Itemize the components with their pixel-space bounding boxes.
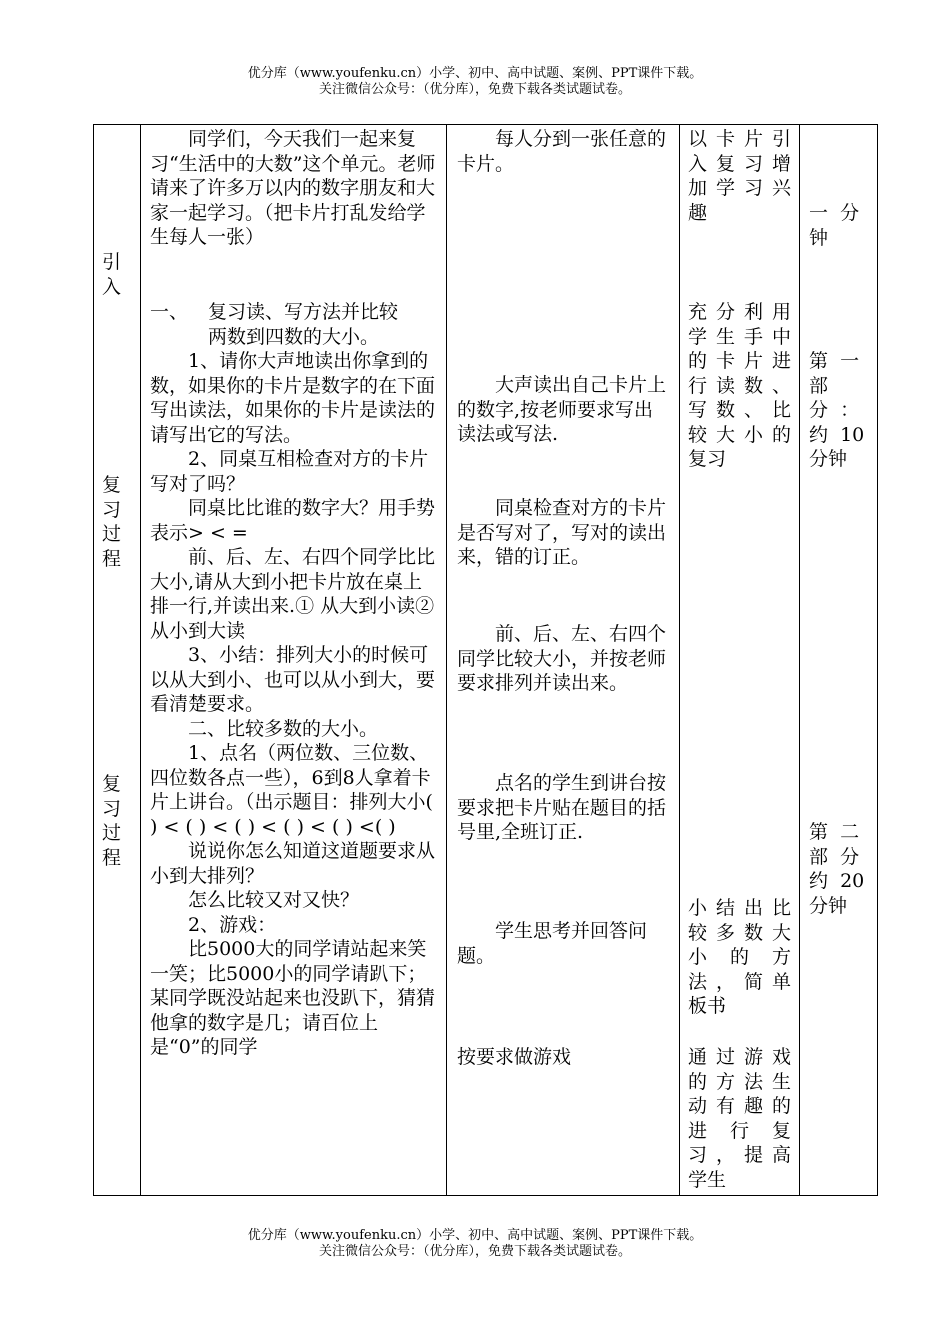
page-footer (0, 1228, 950, 1260)
stage-intro: 引 入 (102, 251, 122, 298)
footer-line-1: 优分库（www.youfenku.cn）小学、初中、高中试题、案例、PPT课件下载。 (247, 1228, 703, 1243)
lesson-plan-table (93, 124, 878, 1196)
stage-review-2: 复 习 过 程 (102, 773, 122, 869)
time-2: 第 一 部 分 ： 约 10 分钟 (809, 350, 865, 470)
teacher-game-rules: 比5000大的同学请站起来笑一笑；比5000小的同学请趴下；某同学既没站起来也没趴下，猜猜他拿的数字是几；请百位上是“0”的同学 (150, 938, 436, 1058)
teacher-summary: 3、小结：排列大小的时候可以从大到小、也可以从小到大，要看清楚要求。 (150, 644, 436, 715)
teacher-question-2: 怎么比较又对又快？ (188, 889, 360, 911)
header-line-2: 关注微信公众号：（优分库），免费下载各类试题试卷。 (318, 82, 631, 97)
student-activity-6: 学生思考并回答问题。 (457, 920, 648, 967)
teacher-activity-column (141, 125, 447, 1196)
footer-line-2: 关注微信公众号：（优分库），免费下载各类试题试卷。 (318, 1244, 631, 1259)
intent-1: 以卡片引 入复习增 加学习兴 趣 (688, 128, 791, 224)
student-activity-7: 按要求做游戏 (457, 1046, 572, 1068)
teacher-step-2: 2、同桌互相检查对方的卡片写对了吗？ (150, 448, 429, 495)
student-activity-3: 同桌检查对方的卡片是否写对了，写对的读出来，错的订正。 (457, 497, 667, 568)
header-line-1: 优分库（www.youfenku.cn）小学、初中、高中试题、案例、PPT课件下载。 (247, 66, 703, 81)
part1-heading: 一、 复习读、写方法并比较 两数到四数的大小。 (150, 301, 399, 348)
student-activity-column (447, 125, 680, 1196)
teacher-step-1: 1、请你大声地读出你拿到的数，如果你的卡片是数字的在下面写出读法，如果你的卡片是读法的请写出它的写法。 (150, 350, 436, 446)
stage-review-1: 复 习 过 程 (102, 474, 122, 570)
time-column (800, 125, 878, 1196)
page-header (0, 66, 950, 98)
time-1: 一 分 钟 (809, 202, 860, 249)
student-activity-2: 大声读出自己卡片上的数字,按老师要求写出读法或写法. (457, 374, 667, 445)
stage-column (94, 125, 141, 1196)
teacher-game-heading: 2、游戏： (188, 913, 277, 936)
intent-4: 通过游戏 的方法生 动有趣的 进 行 复 习，提高 学生 (688, 1046, 791, 1191)
student-activity-4: 前、后、左、右四个同学比较大小，并按老师要求排列并读出来。 (457, 623, 667, 694)
intent-3: 小结出比 较多数大 小 的 方 法，简单 板书 (688, 897, 791, 1017)
intent-2: 充分利用 学生手中 的卡片进 行读数、 写数、比 较大小的 复习 (688, 301, 791, 470)
time-3: 第 二 部 分 约 20 分钟 (809, 821, 865, 917)
student-activity-1: 每人分到一张任意的卡片。 (457, 128, 667, 175)
teacher-compare: 同桌比比谁的数字大？用手势表示> < = (150, 497, 436, 544)
teacher-question-1: 说说你怎么知道这道题要求从小到大排列？ (150, 840, 436, 887)
design-intent-column (680, 125, 800, 1196)
teacher-group-compare: 前、后、左、右四个同学比比大小,请从大到小把卡片放在桌上排一行,并读出来.① 从大到小读②从小到大读 (150, 546, 436, 642)
part2-heading: 二、比较多数的大小。 (188, 717, 379, 740)
student-activity-5: 点名的学生到讲台按要求把卡片贴在题目的括号里,全班订正. (457, 772, 667, 843)
teacher-intro: 同学们，今天我们一起来复习“生活中的大数”这个单元。老师请来了许多万以内的数字朋友和大家一起学习。（把卡片打乱发给学生每人一张） (150, 128, 436, 248)
teacher-roll-call: 1、点名（两位数、三位数、四位数各点一些），6到8人拿着卡片上讲台。（出示题目：排列大小( ) < ( ) < ( ) < ( ) < ( ) <( ) (150, 742, 433, 838)
